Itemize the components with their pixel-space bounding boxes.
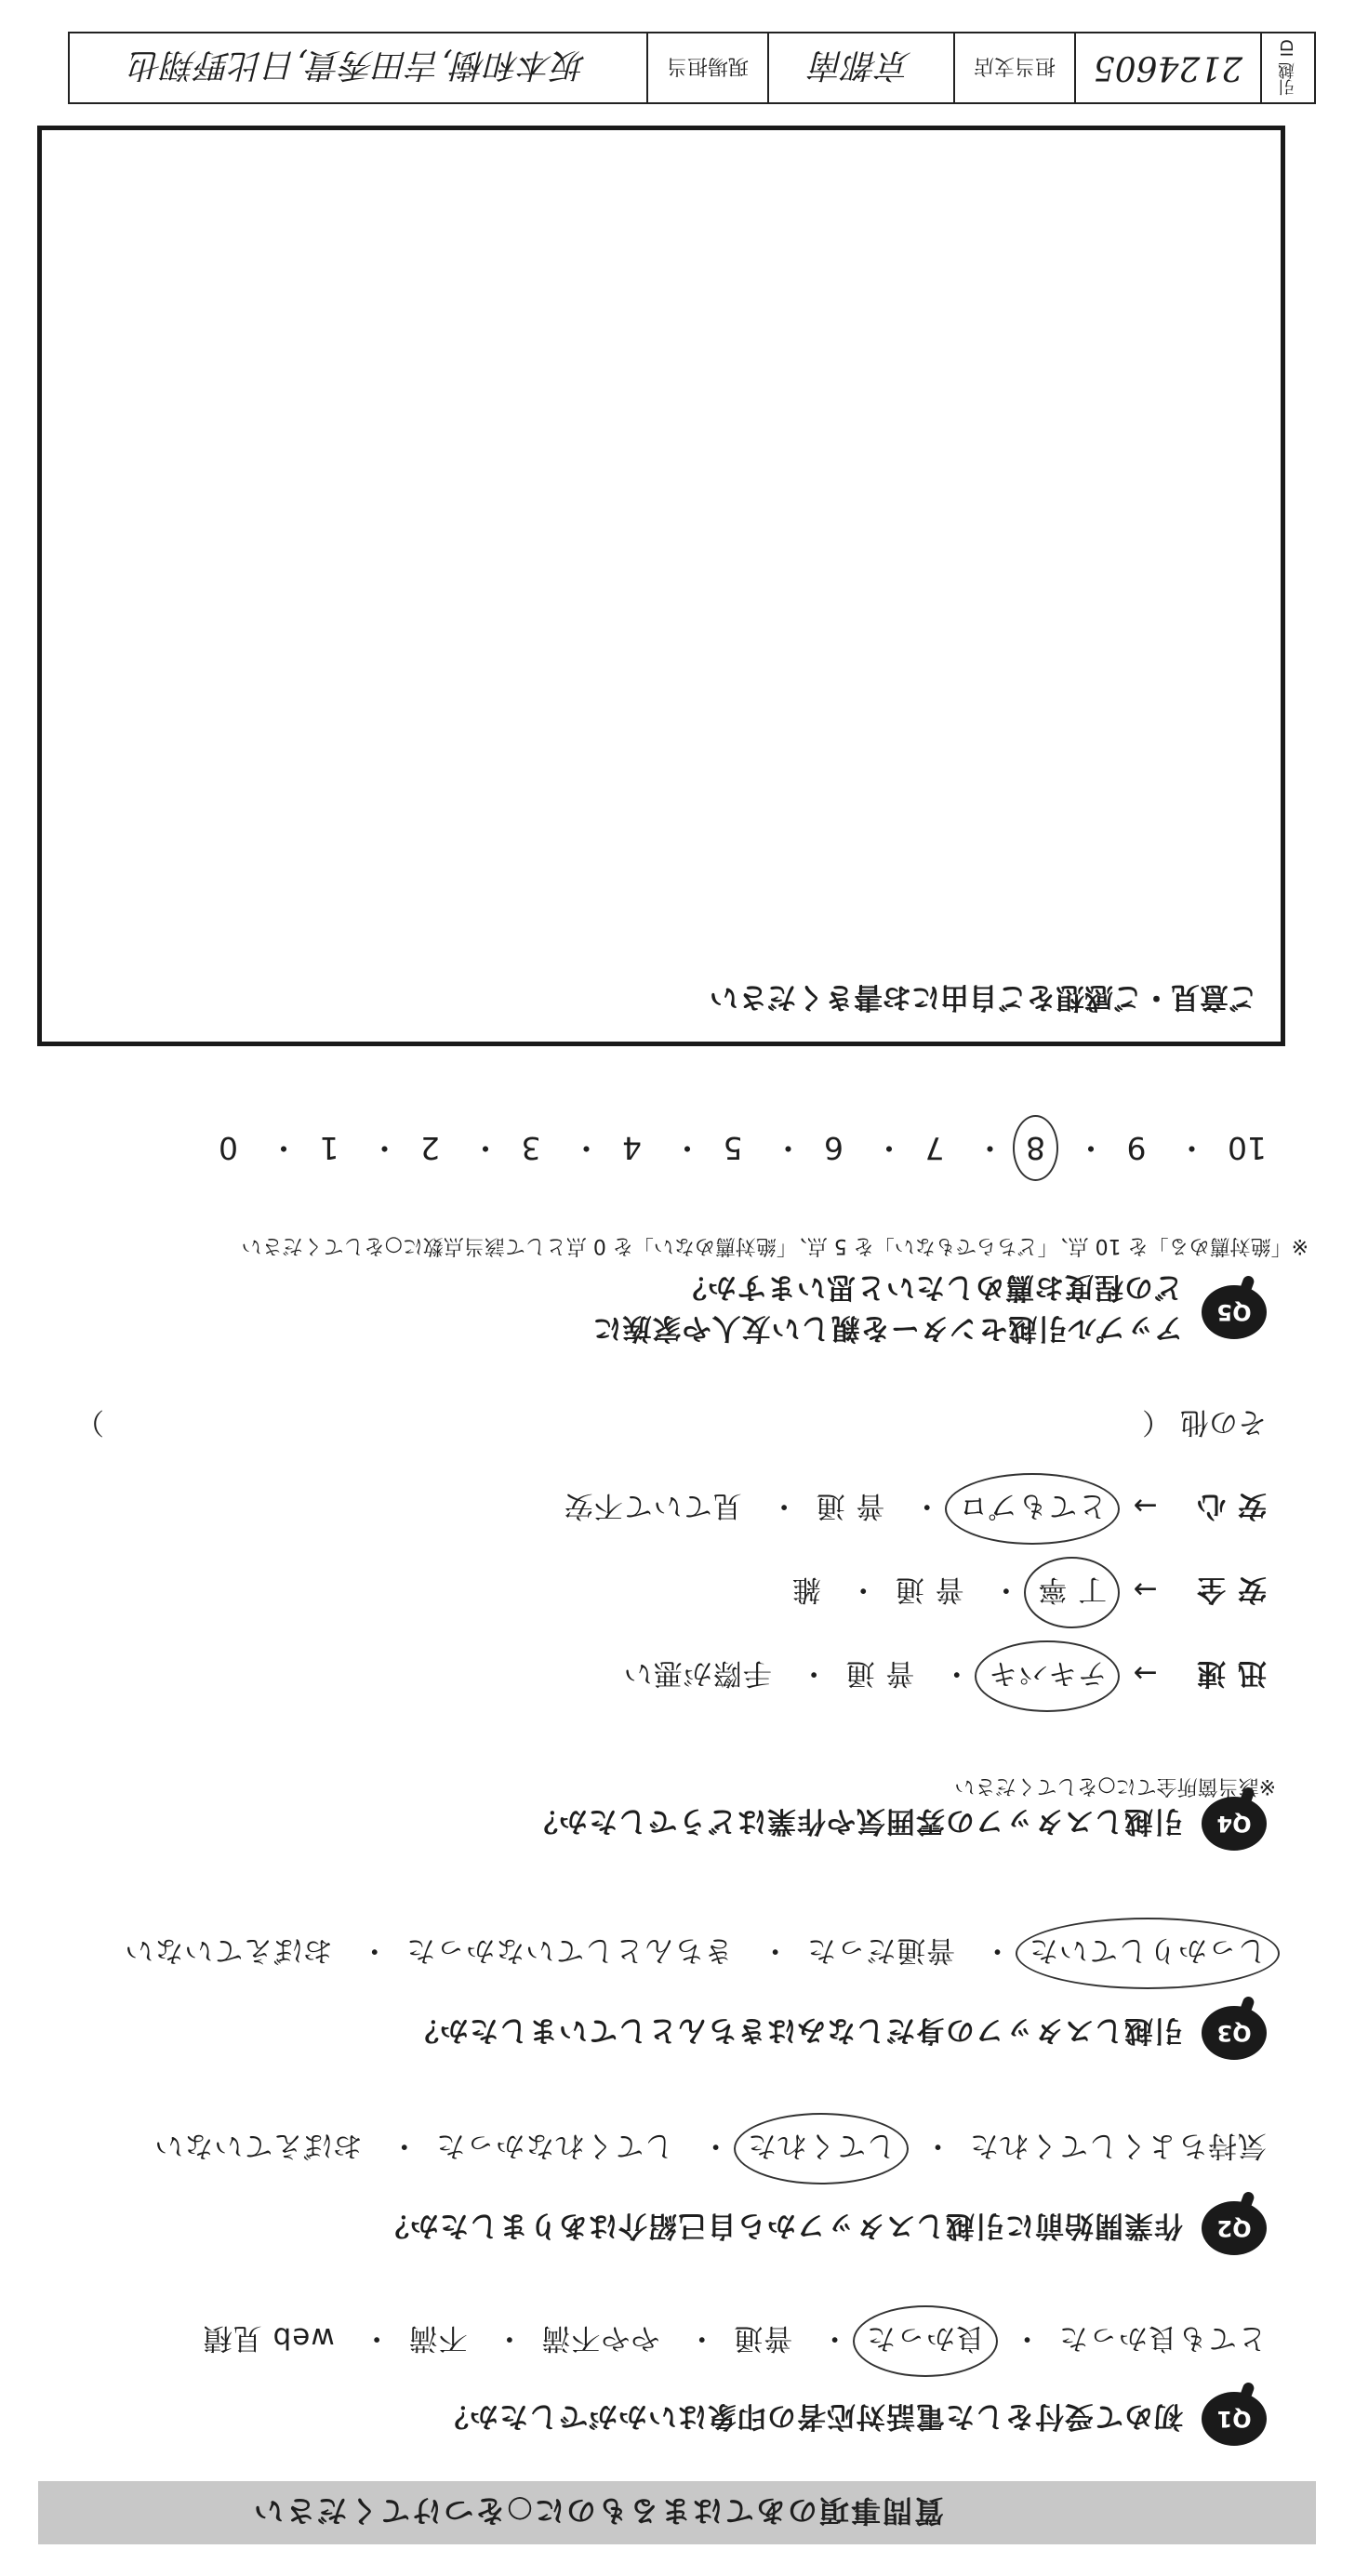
score-2[interactable]: 2 bbox=[420, 1130, 440, 1166]
q1-options: とても良かった・ 良かった・ 普通・ やや不満・ 不満・ web 見積 bbox=[203, 2320, 1267, 2362]
q3-option-3[interactable]: きちんとしていなかった bbox=[405, 1933, 734, 1967]
q2-badge: Q2 bbox=[1202, 2201, 1267, 2255]
q4-other-field[interactable] bbox=[75, 1404, 1267, 1446]
q1-badge: Q1 bbox=[1202, 2392, 1267, 2446]
score-7[interactable]: 7 bbox=[924, 1130, 945, 1166]
q4-row-label: 迅 速 bbox=[1196, 1656, 1267, 1690]
q4-row-safety: 安 全 → 丁 寧・ 普 通・ 雑 bbox=[791, 1572, 1267, 1613]
arrow-icon: → bbox=[1132, 1573, 1158, 1606]
q3-options: しっかりしていた・ 普通だった・ きちんとしていなかった・ おぼえていない bbox=[124, 1932, 1267, 1974]
q3-option-4[interactable]: おぼえていない bbox=[124, 1933, 333, 1967]
q3-text: 引越しスタッフの身だしなみはきちんとしていましたか？ bbox=[409, 2013, 1183, 2047]
q4-other-open: （ bbox=[1142, 1405, 1172, 1439]
score-8[interactable]: 8 bbox=[1026, 1130, 1045, 1166]
score-10[interactable]: 10 bbox=[1228, 1130, 1267, 1166]
instruction-text: 質問事項のあてはまるものに○をつけてください bbox=[252, 2493, 944, 2529]
q5-text-line2: どの程度お薦めしたいと思いますか？ bbox=[677, 1270, 1183, 1304]
q5-note: ※「絶対薦める」を 10 点、「どちらでもない」を 5 点、「絶対薦めない」を 0 点として該当点数に○をしてください bbox=[241, 1234, 1309, 1257]
comment-label: ご意見・ご感想をご自由にお書きください bbox=[710, 980, 1257, 1014]
score-1[interactable]: 1 bbox=[319, 1130, 339, 1166]
q4-row-label: 安 心 bbox=[1196, 1489, 1267, 1522]
q2-option-4[interactable]: おぼえていない bbox=[153, 2129, 363, 2162]
score-3[interactable]: 3 bbox=[521, 1130, 541, 1166]
score-4[interactable]: 4 bbox=[622, 1130, 642, 1166]
branch-label: 担当支店 bbox=[953, 33, 1074, 102]
branch-value: 京都南 bbox=[767, 33, 953, 102]
q4-text: 引越しスタッフの雰囲気や作業はどうでしたか？ bbox=[528, 1804, 1183, 1838]
q2-text: 作業開始前に引越しスタッフから自己紹介はありましたか？ bbox=[379, 2209, 1183, 2242]
q4-confidence-option-2[interactable]: 普 通 bbox=[815, 1489, 885, 1522]
q1-option-5[interactable]: 不満 bbox=[407, 2321, 468, 2355]
q3-badge: Q3 bbox=[1202, 2006, 1267, 2060]
move-id-value: 2124605 bbox=[1074, 33, 1260, 102]
staff-label: 現場担当 bbox=[646, 33, 767, 102]
q2-option-2[interactable]: してくれた bbox=[747, 2128, 896, 2170]
q4-speed-option-2[interactable]: 普 通 bbox=[844, 1656, 915, 1690]
arrow-icon: → bbox=[1132, 1656, 1158, 1690]
q4-speed-option-3[interactable]: 手際が悪い bbox=[622, 1656, 772, 1690]
q4-note: ※該当箇所全てに○をしてください bbox=[954, 1774, 1276, 1798]
q1-option-6[interactable]: web 見積 bbox=[202, 2321, 335, 2355]
score-5[interactable]: 5 bbox=[723, 1130, 743, 1166]
arrow-icon: → bbox=[1132, 1489, 1158, 1522]
q5-badge: Q5 bbox=[1202, 1285, 1267, 1339]
q4-confidence-option-3[interactable]: 見ていて不安 bbox=[563, 1489, 742, 1522]
q1-option-2[interactable]: 良かった bbox=[866, 2320, 985, 2362]
comment-box[interactable] bbox=[37, 126, 1285, 1046]
q4-row-label: 安 全 bbox=[1196, 1573, 1267, 1606]
q2-option-3[interactable]: してくれなかった bbox=[435, 2129, 674, 2162]
footer-table bbox=[68, 32, 1316, 104]
q4-row-confidence: 安 心 → とてもプロ・ 普 通・ 見ていて不安 bbox=[564, 1488, 1267, 1530]
q4-badge: Q4 bbox=[1202, 1797, 1267, 1851]
q4-other-close: ） bbox=[75, 1405, 104, 1439]
q4-other-label: その他 bbox=[1180, 1405, 1267, 1439]
score-0[interactable]: 0 bbox=[219, 1130, 238, 1166]
q4-safety-option-3[interactable]: 雑 bbox=[790, 1573, 821, 1606]
staff-value: 坂本和樹,吉田秀貴,日比野翔也 bbox=[129, 46, 587, 85]
q1-text: 初めて受付をした電話対応者の印象はいかがでしたか？ bbox=[439, 2399, 1183, 2433]
q4-safety-option-2[interactable]: 普 通 bbox=[894, 1573, 964, 1606]
instruction-banner bbox=[38, 2481, 1316, 2544]
q2-options: 気持ちよくしてくれた・ してくれた・ してくれなかった・ おぼえていない bbox=[153, 2128, 1267, 2170]
q5-score-scale: 10・ 9・ 8・ 7・ 6・ 5・ 4・ 3・ 2・ 1・ 0 bbox=[219, 1130, 1267, 1166]
score-9[interactable]: 9 bbox=[1126, 1130, 1147, 1166]
q4-safety-option-1[interactable]: 丁 寧 bbox=[1037, 1572, 1107, 1613]
q3-option-1[interactable]: しっかりしていた bbox=[1029, 1932, 1267, 1974]
q5-text-line1: アップル引越センターを親しい友人や家族に bbox=[591, 1311, 1183, 1345]
q2-option-1[interactable]: 気持ちよくしてくれた bbox=[969, 2129, 1267, 2162]
q1-option-3[interactable]: 普通 bbox=[733, 2321, 793, 2355]
q3-option-2[interactable]: 普通だった bbox=[806, 1933, 956, 1967]
score-6[interactable]: 6 bbox=[824, 1130, 844, 1166]
q1-option-4[interactable]: やや不満 bbox=[540, 2321, 660, 2355]
q4-row-speed: 迅 速 → テキパキ・ 普 通・ 手際が悪い bbox=[623, 1655, 1267, 1697]
q4-speed-option-1[interactable]: テキパキ bbox=[988, 1655, 1107, 1697]
move-id-label: 引越 ID bbox=[1260, 33, 1314, 102]
q4-confidence-option-1[interactable]: とてもプロ bbox=[958, 1488, 1107, 1530]
q1-option-1[interactable]: とても良かった bbox=[1058, 2321, 1267, 2355]
